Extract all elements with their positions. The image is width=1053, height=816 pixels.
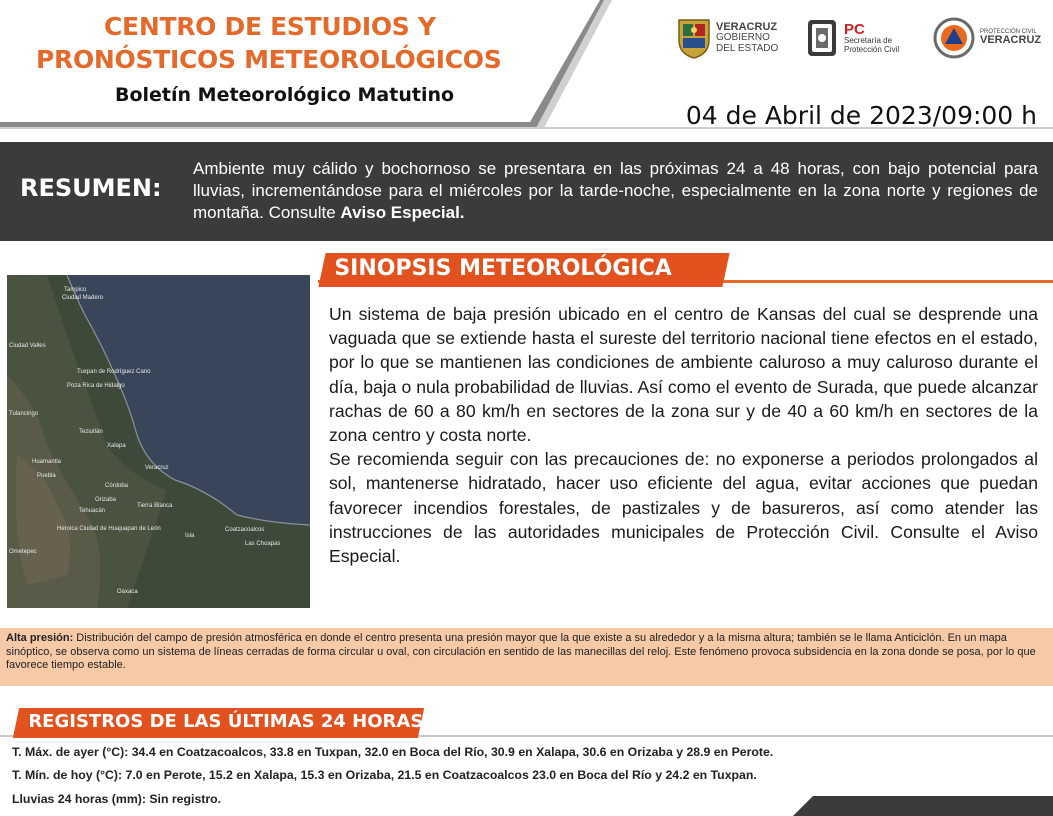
footer-corner-decoration <box>793 796 1053 816</box>
map-city-16: Isla <box>185 533 195 539</box>
map-city-7: Xalapa <box>107 443 126 449</box>
map-city-1: Ciudad Madero <box>62 295 104 301</box>
pc-emblem-icon <box>804 16 840 60</box>
glossary-term: Alta presión: <box>6 632 74 644</box>
resumen-body: Ambiente muy cálido y bochornoso se presentara en las próximas 24 a 48 horas, con bajo potencial para lluvias, incrementándose para el miércoles por la tarde-noche, especialmente en la zona norte y regiones de montaña. Consulte <box>193 159 1038 222</box>
map-city-19: Oaxaca <box>117 589 138 595</box>
map-city-2: Ciudad Valles <box>9 343 46 349</box>
title-line-1: CENTRO DE ESTUDIOS Y <box>104 12 436 41</box>
registros-title: REGISTROS DE LAS ÚLTIMAS 24 HORAS <box>28 711 424 732</box>
pc-logo-line2: Protección Civil <box>844 44 900 54</box>
pc-logo-line1: Secretaría de <box>844 36 893 46</box>
map-city-8: Veracruz <box>145 465 169 471</box>
veracruz-government-logo <box>676 14 778 62</box>
map-city-12: Orizaba <box>95 497 117 503</box>
map-city-17: Coatzacoalcos <box>225 527 265 533</box>
bulletin-subtitle: Boletín Meteorológico Matutino <box>115 84 455 106</box>
veracruz-logo-line2: GOBIERNO <box>716 32 770 44</box>
map-city-18: Las Choapas <box>245 541 281 547</box>
glossary-definition: Distribución del campo de presión atmosférica en donde el centro presenta una presión mayor que la que existe a su alrededor y a la misma altura; también se le llama Anticiclón. En un mapa sinóptico, se observa como un sistema de líneas cerradas de forma circular u oval, con circulación en sentido de las manecillas del reloj. Este fenómeno provoca subsidencia en la zona donde se posa, por lo que favorece tiempo estable. <box>6 632 1036 671</box>
civil-protection-triangle-icon <box>932 16 976 60</box>
sinopsis-paragraph-2: Se recomienda seguir con las precauciones de: no exponerse a periodos prolongados al sol, mantenerse hidratado, hacer uso eficiente del agua, evitar acciones que puedan favorecer incendios forestales, de pastizales y de basureros, así como atender las instrucciones de las autoridades municipales de Protección Civil. Consulte el Aviso Especial. <box>329 449 1038 567</box>
proteccion-logo-line2: VERACRUZ <box>980 34 1042 47</box>
title-line-2: PRONÓSTICOS METEOROLÓGICOS <box>36 45 502 74</box>
sinopsis-heading <box>318 253 729 287</box>
pc-abbreviation: PC <box>844 20 865 38</box>
registro-lluvias: Lluvias 24 horas (mm): Sin registro. <box>12 792 222 806</box>
map-city-6: Teziutlán <box>79 429 103 435</box>
map-city-4: Poza Rica de Hidalgo <box>67 383 125 389</box>
sinopsis-paragraph-1: Un sistema de baja presión ubicado en el centro de Kansas del cual se desprende una vaguada que se extiende hasta el sureste del territorio nacional tiene efectos en el estado, por lo que se mantienen las condiciones de ambiente caluroso a muy caluroso durante el día, baja o nula probabilidad de lluvias. Así como el evento de Surada, que puede alcanzar rachas de 60 a 80 km/h en sectores de la zona sur y de 40 a 60 km/h en sectores de la zona centro y costa norte. <box>329 304 1038 446</box>
map-city-10: Puebla <box>37 473 56 479</box>
proteccion-logo-line1: PROTECCIÓN CIVIL <box>980 29 1037 36</box>
glossary-box <box>0 628 1053 686</box>
satellite-map <box>7 275 310 608</box>
map-city-3: Tuxpan de Rodríguez Cano <box>77 369 151 375</box>
registro-temp-min: T. Mín. de hoy (°C): 7.0 en Perote, 15.2 en Xalapa, 15.3 en Orizaba, 21.5 en Coatzacoalcos 23.0 en Boca del Río y 24.2 en Tuxpan. <box>12 768 757 782</box>
resumen-bar <box>0 142 1053 241</box>
bulletin-date: 04 de Abril de 2023/09:00 h <box>685 101 1037 130</box>
sinopsis-body <box>329 302 1038 568</box>
map-city-15: Heroica Ciudad de Huajuapan de León <box>57 526 161 532</box>
proteccion-civil-veracruz-logo <box>932 14 1041 62</box>
resumen-aviso-especial: Aviso Especial. <box>340 203 465 222</box>
map-city-20: Ometepec <box>9 549 37 555</box>
registros-heading <box>13 708 424 738</box>
veracruz-logo-line3: DEL ESTADO <box>716 42 779 54</box>
map-city-11: Córdoba <box>105 483 129 489</box>
map-city-0: Tampico <box>64 287 87 293</box>
map-city-13: Tehuacán <box>79 508 106 514</box>
state-coat-of-arms-icon <box>676 16 712 60</box>
map-city-9: Huamantla <box>32 459 62 465</box>
map-city-5: Tulancingo <box>9 411 39 417</box>
pc-secretaria-logo <box>804 14 899 62</box>
veracruz-logo-line1: VERACRUZ <box>716 20 778 33</box>
resumen-text <box>193 158 1038 224</box>
sinopsis-title: SINOPSIS METEOROLÓGICA <box>334 256 672 281</box>
registro-temp-max: T. Máx. de ayer (°C): 34.4 en Coatzacoalcos, 33.8 en Tuxpan, 32.0 en Boca del Río, 30.9 en Xalapa, 30.6 en Orizaba y 28.9 en Perote. <box>12 745 774 759</box>
resumen-label: RESUMEN: <box>20 174 162 202</box>
map-city-14: Tierra Blanca <box>137 503 173 509</box>
